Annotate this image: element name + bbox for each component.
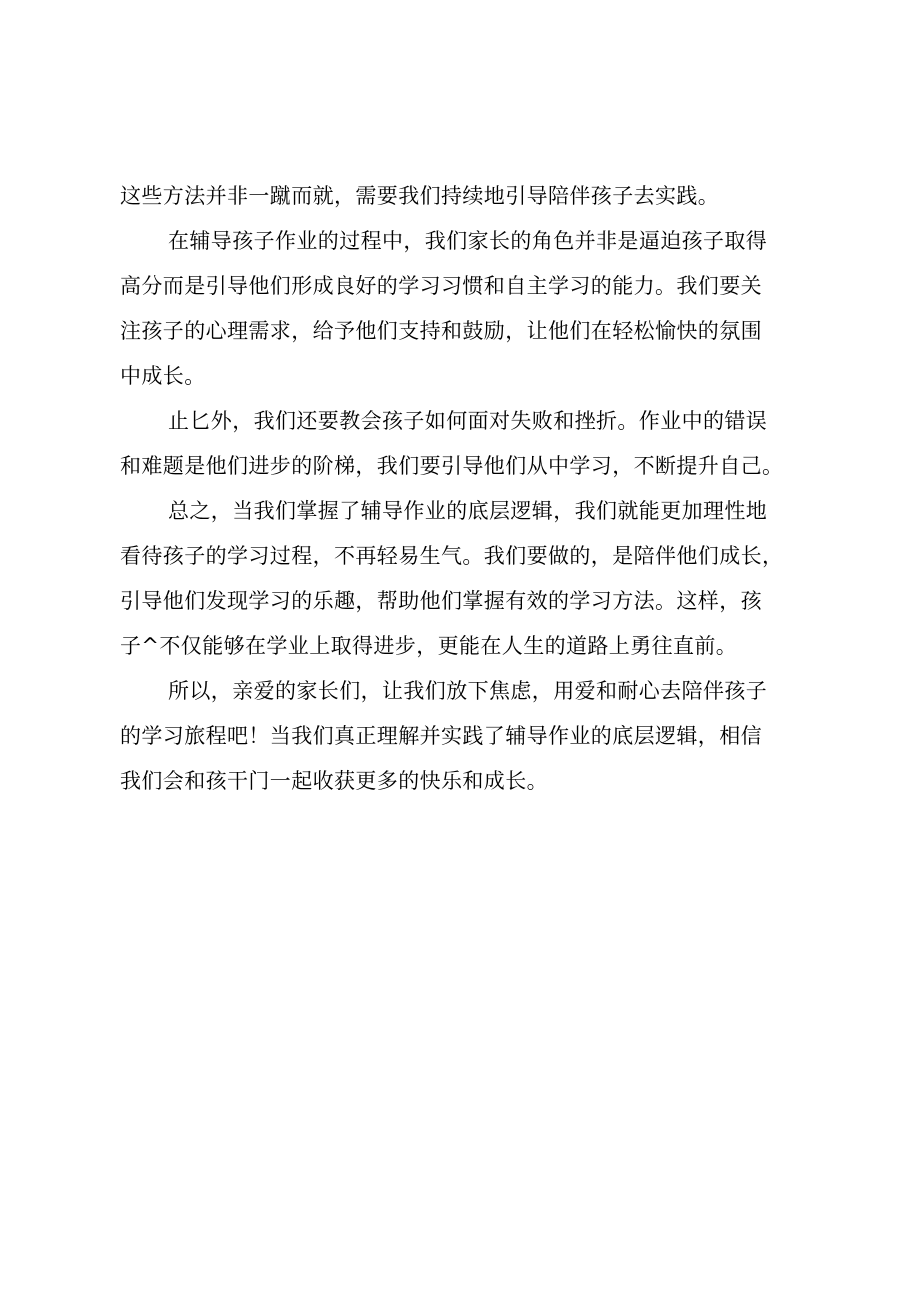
text-line: 的学习旅程吧！当我们真正理解并实践了辅导作业的底层逻辑，相信 <box>120 724 762 748</box>
paragraph-start-line: 在辅导孩子作业的过程中，我们家长的角色并非是逼迫孩子取得 <box>168 229 768 253</box>
text-line: 中成长。 <box>120 364 206 388</box>
paragraph-start-line: 总之，当我们掌握了辅导作业的底层逻辑，我们就能更加理性地 <box>168 499 768 523</box>
text-line: 引导他们发现学习的乐趣，帮助他们掌握有效的学习方法。这样，孩 <box>120 589 762 613</box>
text-line: 高分而是引导他们形成良好的学习习惯和自主学习的能力。我们要关 <box>120 274 762 298</box>
text-line: 和难题是他们进步的阶梯，我们要引导他们从中学习，不断提升自己。 <box>120 454 784 478</box>
text-line: 我们会和孩干门一起收获更多的快乐和成长。 <box>120 769 548 793</box>
text-line: 注孩子的心理需求，给予他们支持和鼓励，让他们在轻松愉快的氛围 <box>120 319 762 343</box>
paragraph-start-line: 所以，亲爱的家长们，让我们放下焦虑，用爱和耐心去陪伴孩子 <box>168 679 768 703</box>
text-line: 这些方法并非一蹴而就，需要我们持续地引导陪伴孩子去实践。 <box>120 184 720 208</box>
text-line: 子^不仅能够在学业上取得进步，更能在人生的道路上勇往直前。 <box>120 634 738 658</box>
text-line: 看待孩子的学习过程，不再轻易生气。我们要做的，是陪伴他们成长， <box>120 544 784 568</box>
paragraph-start-line: 止匕外，我们还要教会孩子如何面对失败和挫折。作业中的错误 <box>168 409 768 433</box>
document-body <box>120 174 810 804</box>
